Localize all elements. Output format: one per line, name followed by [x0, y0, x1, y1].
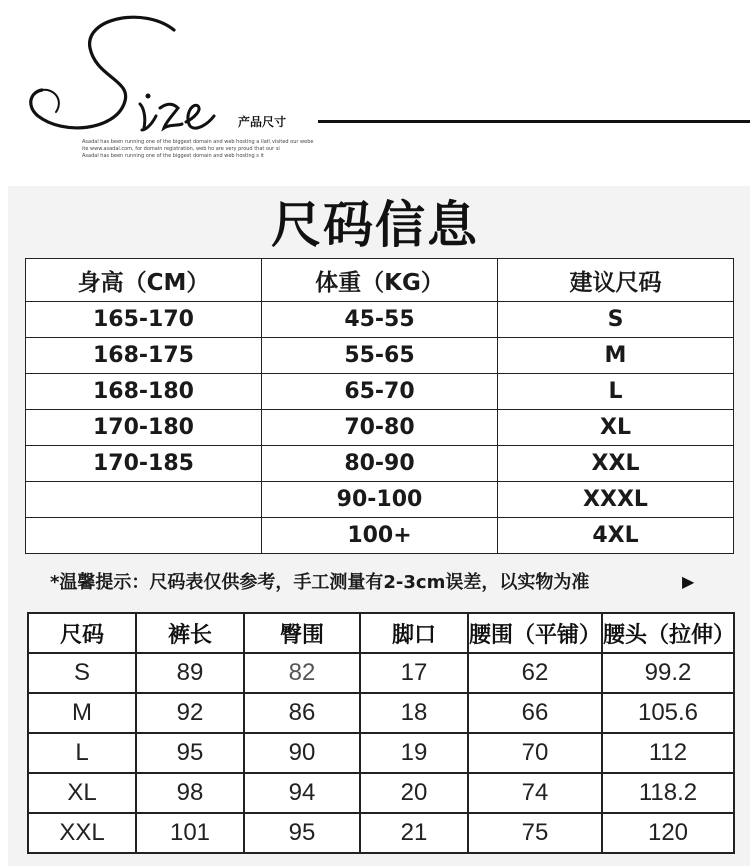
play-arrow-icon: ▶	[682, 572, 695, 591]
weight-cell: 100+	[262, 518, 498, 554]
size-recommendation-table	[25, 258, 734, 554]
height-cell: 170-180	[26, 410, 262, 446]
column-header: 裤长	[136, 613, 244, 653]
table-row	[28, 773, 734, 813]
table-row	[26, 518, 734, 554]
hem-cell: 17	[360, 653, 468, 693]
hem-cell: 19	[360, 733, 468, 773]
weight-cell: 70-80	[262, 410, 498, 446]
size-cell: S	[498, 302, 734, 338]
height-cell: 168-180	[26, 374, 262, 410]
column-header: 身高（CM）	[26, 259, 262, 302]
header-banner	[0, 0, 750, 185]
table-row	[26, 446, 734, 482]
length-cell: 92	[136, 693, 244, 733]
measurement-tip: *温馨提示：尺码表仅供参考，手工测量有2-3cm误差，以实物为准	[50, 572, 590, 593]
page-title: 尺码信息	[271, 196, 479, 254]
size-cell: 4XL	[498, 518, 734, 554]
table-row	[26, 374, 734, 410]
table-header-row	[26, 259, 734, 302]
weight-cell: 90-100	[262, 482, 498, 518]
size-cell: XXL	[28, 813, 136, 853]
weight-cell: 80-90	[262, 446, 498, 482]
size-cell: L	[498, 374, 734, 410]
column-header: 建议尺码	[498, 259, 734, 302]
waist-flat-cell: 70	[468, 733, 602, 773]
waistband-stretch-cell: 112	[602, 733, 734, 773]
hip-cell: 94	[244, 773, 360, 813]
size-logo	[24, 8, 239, 138]
table-row	[26, 482, 734, 518]
hem-cell: 18	[360, 693, 468, 733]
height-cell: 170-185	[26, 446, 262, 482]
height-cell	[26, 482, 262, 518]
length-cell: 95	[136, 733, 244, 773]
height-cell: 168-175	[26, 338, 262, 374]
table-row	[28, 813, 734, 853]
tagline-line: Asadal has been running one of the biggest domain and web hosting a ilat\ visited our webe	[82, 139, 314, 145]
size-cell: M	[28, 693, 136, 733]
waistband-stretch-cell: 99.2	[602, 653, 734, 693]
size-cell: XL	[28, 773, 136, 813]
weight-cell: 65-70	[262, 374, 498, 410]
waist-flat-cell: 66	[468, 693, 602, 733]
waistband-stretch-cell: 105.6	[602, 693, 734, 733]
length-cell: 98	[136, 773, 244, 813]
hip-cell: 90	[244, 733, 360, 773]
hip-cell: 82	[244, 653, 360, 693]
length-cell: 101	[136, 813, 244, 853]
column-header: 尺码	[28, 613, 136, 653]
tagline-line: Asadal has been running one of the biggest domain and web hosting s it	[82, 153, 264, 159]
table-row	[26, 302, 734, 338]
size-cell: XXL	[498, 446, 734, 482]
length-cell: 89	[136, 653, 244, 693]
header-divider	[318, 120, 750, 123]
hip-cell: 95	[244, 813, 360, 853]
column-header: 腰头（拉伸）	[602, 613, 734, 653]
table-row	[26, 338, 734, 374]
product-size-label: 产品尺寸	[238, 115, 287, 129]
column-header: 体重（KG）	[262, 259, 498, 302]
column-header: 脚口	[360, 613, 468, 653]
waist-flat-cell: 62	[468, 653, 602, 693]
column-header: 臀围	[244, 613, 360, 653]
table-row	[28, 693, 734, 733]
waist-flat-cell: 75	[468, 813, 602, 853]
measurement-table	[27, 612, 735, 854]
table-row	[28, 653, 734, 693]
hem-cell: 20	[360, 773, 468, 813]
hem-cell: 21	[360, 813, 468, 853]
height-cell: 165-170	[26, 302, 262, 338]
weight-cell: 55-65	[262, 338, 498, 374]
size-cell: XL	[498, 410, 734, 446]
column-header: 腰围（平铺）	[468, 613, 602, 653]
hip-cell: 86	[244, 693, 360, 733]
weight-cell: 45-55	[262, 302, 498, 338]
size-cell: L	[28, 733, 136, 773]
size-cell: M	[498, 338, 734, 374]
table-row	[26, 410, 734, 446]
waist-flat-cell: 74	[468, 773, 602, 813]
height-cell	[26, 518, 262, 554]
size-cell: XXXL	[498, 482, 734, 518]
table-row	[28, 733, 734, 773]
table-header-row	[28, 613, 734, 653]
tagline-line: ite www.asadal.com, for domain registration, web ho are very proud that our si	[82, 146, 280, 152]
size-cell: S	[28, 653, 136, 693]
waistband-stretch-cell: 120	[602, 813, 734, 853]
waistband-stretch-cell: 118.2	[602, 773, 734, 813]
